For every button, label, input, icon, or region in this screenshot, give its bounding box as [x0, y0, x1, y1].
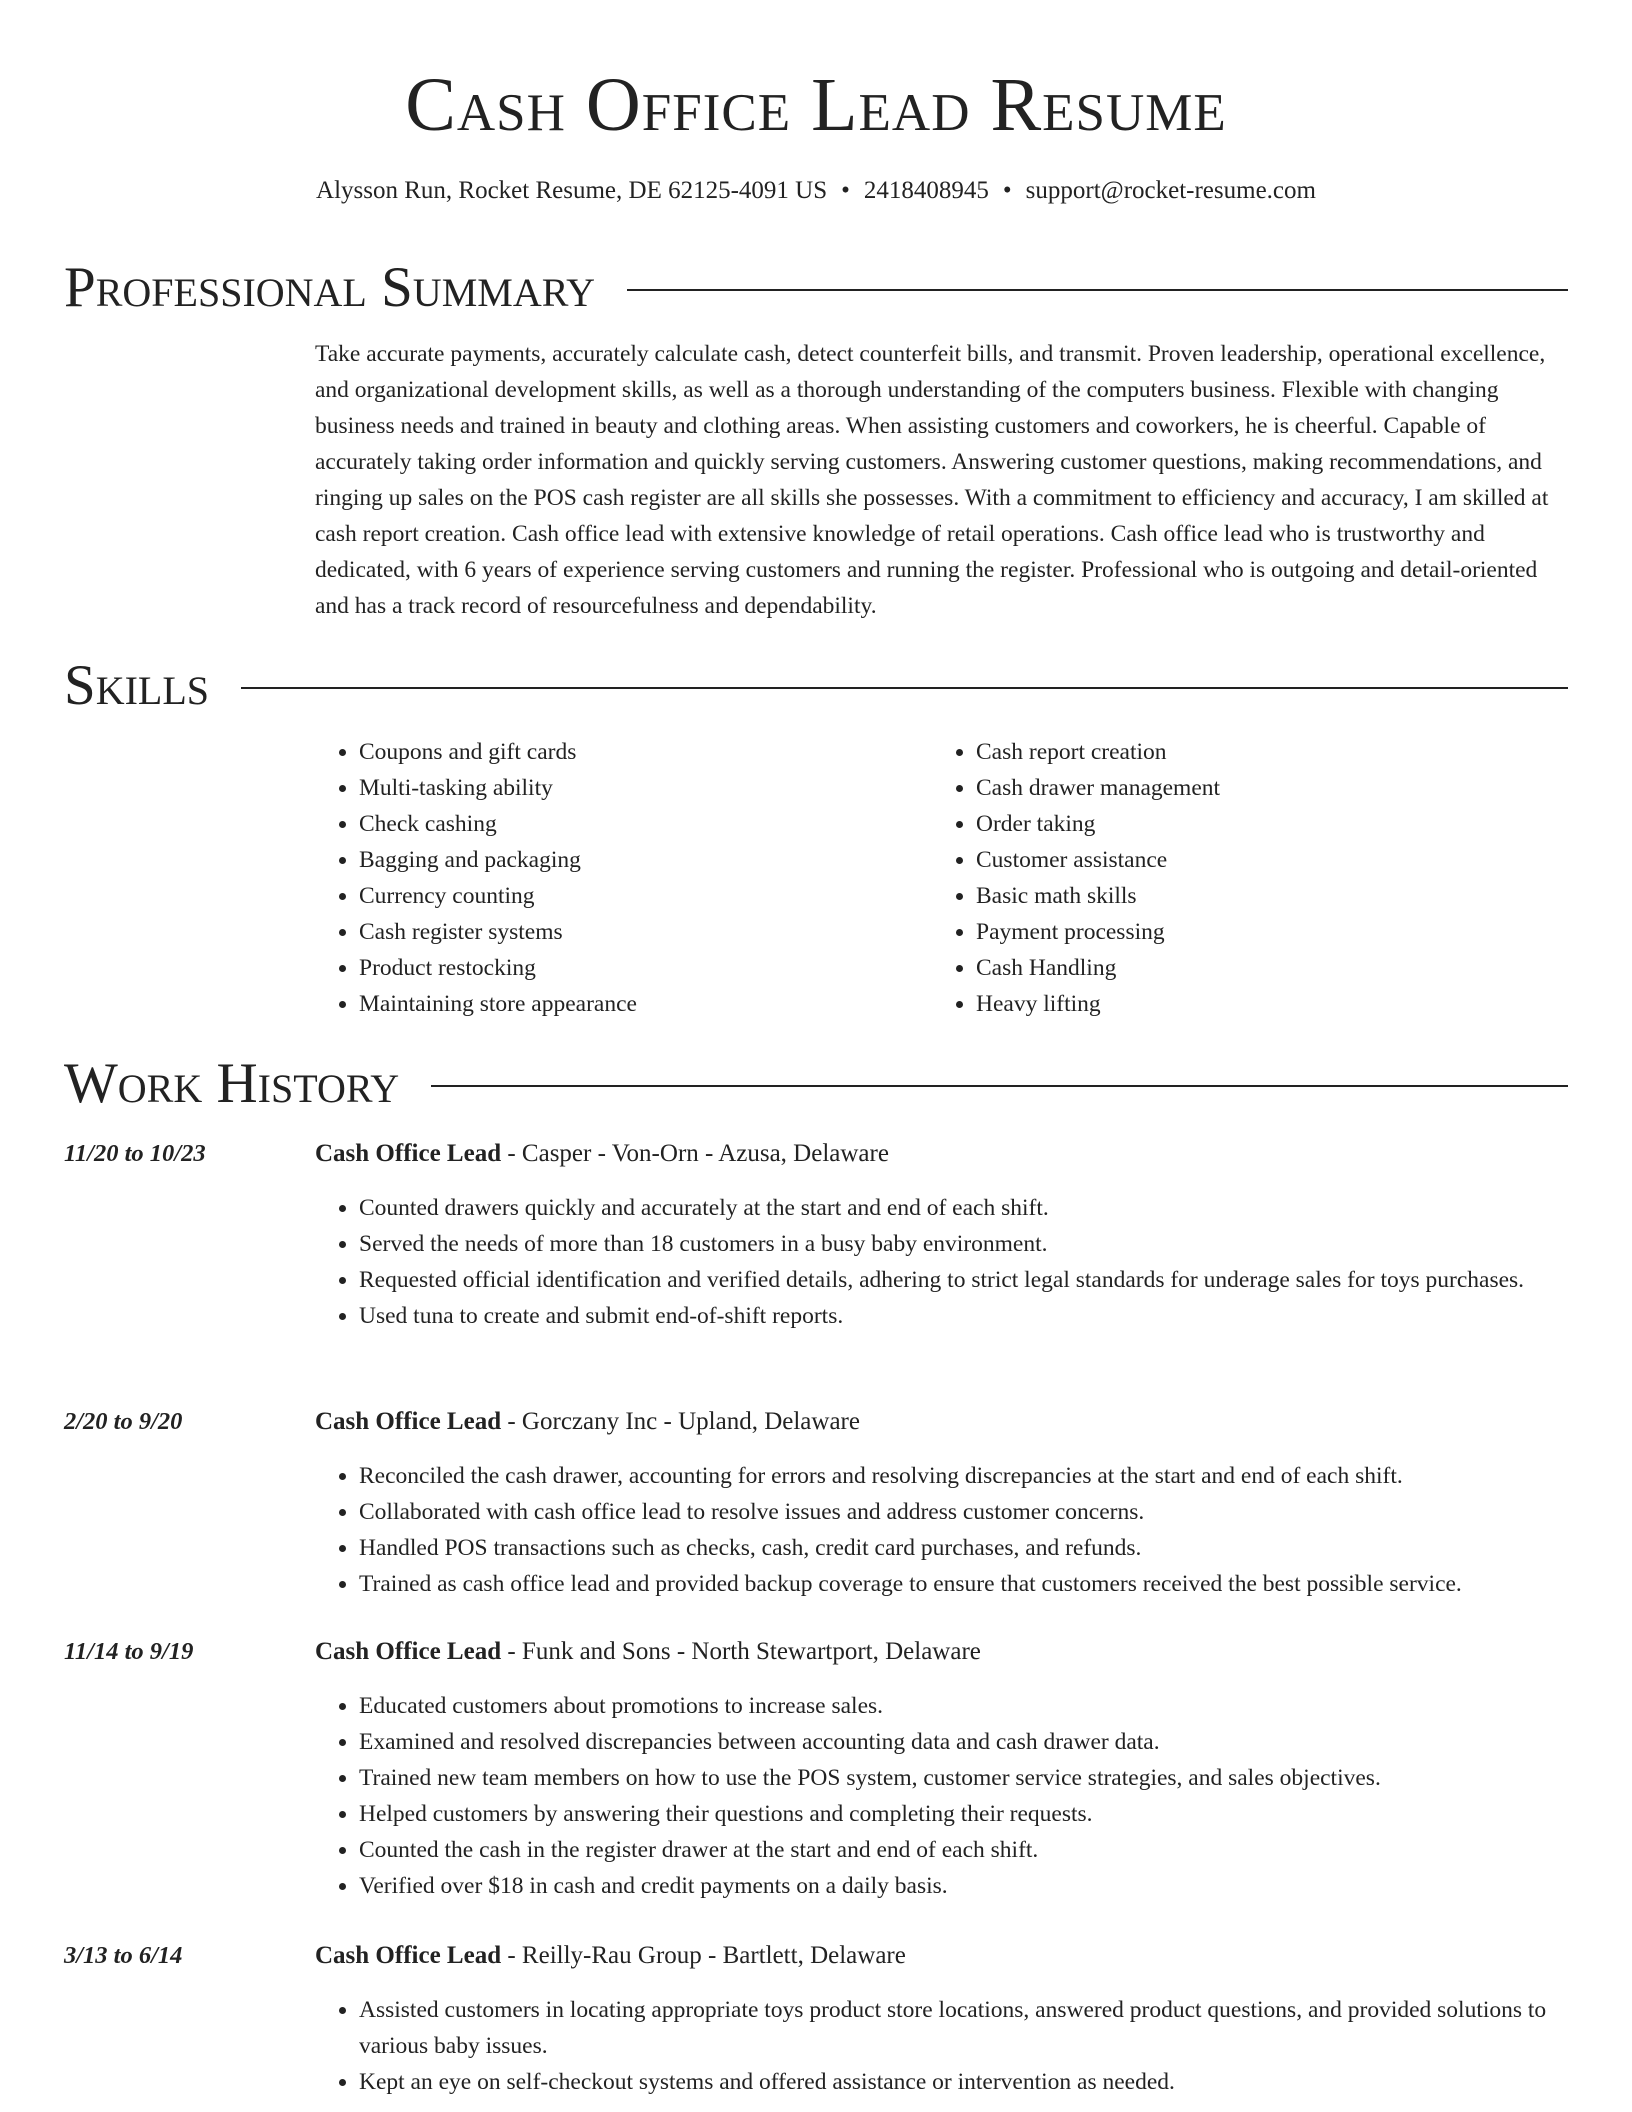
work-heading: Work History: [64, 1051, 400, 1115]
skill-item: • Bagging and packaging: [359, 842, 932, 878]
job-bullets: [315, 1190, 1611, 1334]
job-dates: 3/13 to 6/14: [64, 1942, 183, 1969]
summary-text: Take accurate payments, accurately calculate cash, detect counterfeit bills, and transmit. Proven leadership, operational excellence, and organizational development skills, as well as a thorough understanding of the computers business. Flexible with changing business needs and trained in beauty and clothing areas. When assisting customers and coworkers, he is cheerful. Capable of accurately taking order information and quickly serving customers. Answering customer questions, making recommendations, and ringing up sales on the POS cash register are all skills she possesses. With a commitment to efficiency and accuracy, I am skilled at cash report creation. Cash office lead with extensive knowledge of retail operations. Cash office lead who is trustworthy and dedicated, with 6 years of experience serving customers and running the register. Professional who is outgoing and detail-oriented and has a track record of resourcefulness and dependability.: [315, 341, 1549, 619]
contact-address: Alysson Run, Rocket Resume, DE 62125-4091 US: [316, 177, 828, 204]
job-bullet: • Trained new team members on how to use the POS system, customer service strategies, and sales objectives.: [359, 1760, 1611, 1796]
skill-item: • Heavy lifting: [976, 986, 1549, 1022]
skills-column-right: [932, 734, 1549, 1022]
job-bullets: [315, 1992, 1611, 2100]
job-bullet: • Counted the cash in the register drawer at the start and end of each shift.: [359, 1832, 1611, 1868]
contact-line: [0, 173, 1632, 209]
job-bullet: • Helped customers by answering their questions and completing their requests.: [359, 1796, 1611, 1832]
job-employer: - Casper - Von-Orn - Azusa, Delaware: [501, 1140, 889, 1167]
job-dates: 2/20 to 9/20: [64, 1408, 183, 1435]
resume-title: Cash Office Lead Resume: [405, 63, 1227, 147]
skill-item: • Order taking: [976, 806, 1549, 842]
skill-item: • Multi-tasking ability: [359, 770, 932, 806]
skill-item: • Cash drawer management: [976, 770, 1549, 806]
job-bullet: • Counted drawers quickly and accurately at the start and end of each shift.: [359, 1190, 1611, 1226]
contact-phone: 2418408945: [863, 177, 989, 204]
job-bullet: • Served the needs of more than 18 customers in a busy baby environment.: [359, 1226, 1611, 1262]
job-heading: [315, 1938, 906, 1974]
skill-item: • Cash report creation: [976, 734, 1549, 770]
contact-email[interactable]: support@rocket-resume.com: [1025, 177, 1316, 204]
job-bullet: • Trained as cash office lead and provided backup coverage to ensure that customers received the best possible service.: [359, 1566, 1611, 1602]
job-bullet: • Educated customers about promotions to increase sales.: [359, 1688, 1611, 1724]
skill-item: • Currency counting: [359, 878, 932, 914]
job-title: Cash Office Lead: [315, 1942, 502, 1969]
job-employer: - Funk and Sons - North Stewartport, Delaware: [501, 1638, 981, 1665]
job-employer: - Gorczany Inc - Upland, Delaware: [501, 1408, 860, 1435]
skill-item: • Customer assistance: [976, 842, 1549, 878]
skills-section-header: [64, 650, 1568, 720]
skills-heading: Skills: [64, 653, 210, 717]
skills-column-left: [315, 734, 932, 1022]
job-heading: [315, 1404, 860, 1440]
job-employer: - Reilly-Rau Group - Bartlett, Delaware: [501, 1942, 906, 1969]
job-bullet: • Verified over $18 in cash and credit payments on a daily basis.: [359, 1868, 1611, 1904]
section-divider: [241, 687, 1568, 689]
job-title: Cash Office Lead: [315, 1140, 502, 1167]
contact-separator: •: [1002, 177, 1012, 204]
summary-section-header: [64, 252, 1568, 322]
job-bullet: • Examined and resolved discrepancies between accounting data and cash drawer data.: [359, 1724, 1611, 1760]
job-dates: 11/20 to 10/23: [64, 1140, 206, 1167]
job-heading: [315, 1634, 981, 1670]
skill-item: • Payment processing: [976, 914, 1549, 950]
skill-item: • Basic math skills: [976, 878, 1549, 914]
job-bullet: • Kept an eye on self-checkout systems and offered assistance or intervention as needed.: [359, 2064, 1611, 2100]
skill-item: • Cash Handling: [976, 950, 1549, 986]
job-bullet: • Used tuna to create and submit end-of-shift reports.: [359, 1298, 1611, 1334]
job-dates: 11/14 to 9/19: [64, 1638, 194, 1665]
skill-item: • Cash register systems: [359, 914, 932, 950]
contact-separator: •: [841, 177, 850, 204]
skill-item: • Check cashing: [359, 806, 932, 842]
job-bullets: [315, 1688, 1611, 1904]
skill-item: • Maintaining store appearance: [359, 986, 932, 1022]
job-title: Cash Office Lead: [315, 1638, 502, 1665]
skill-item: • Product restocking: [359, 950, 932, 986]
section-divider: [627, 289, 1568, 291]
job-bullet: • Handled POS transactions such as checks, cash, credit card purchases, and refunds.: [359, 1530, 1611, 1566]
work-section-header: [64, 1048, 1568, 1118]
job-bullet: • Collaborated with cash office lead to resolve issues and address customer concerns.: [359, 1494, 1611, 1530]
job-heading: [315, 1136, 889, 1172]
job-bullets: [315, 1458, 1611, 1602]
job-bullet: • Assisted customers in locating appropriate toys product store locations, answered product questions, and provided solutions to various baby issues.: [359, 1992, 1611, 2064]
section-divider: [431, 1085, 1568, 1087]
job-bullet: • Requested official identification and verified details, adhering to strict legal standards for underage sales for toys purchases.: [359, 1262, 1611, 1298]
summary-heading: Professional Summary: [64, 255, 596, 319]
skill-item: • Coupons and gift cards: [359, 734, 932, 770]
job-bullet: • Reconciled the cash drawer, accounting for errors and resolving discrepancies at the start and end of each shift.: [359, 1458, 1611, 1494]
skills-list: [315, 734, 1567, 1022]
job-title: Cash Office Lead: [315, 1408, 502, 1435]
